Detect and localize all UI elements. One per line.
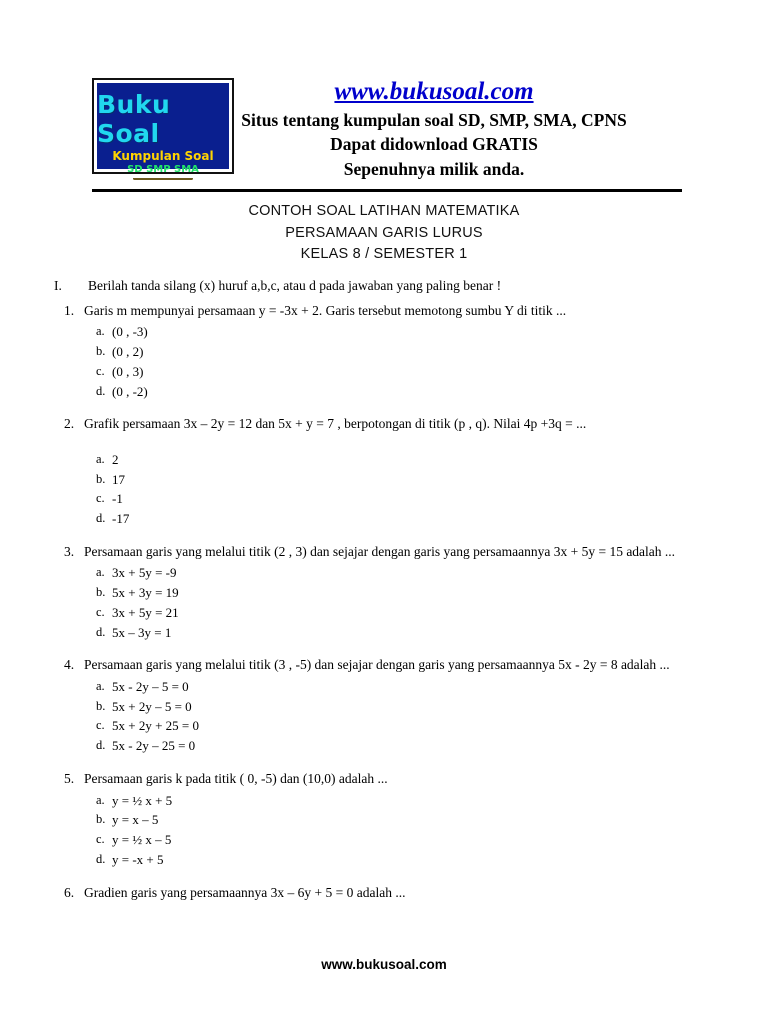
- logo-subtitle-levels: SD SMP SMA: [127, 164, 199, 175]
- choice-label: a.: [96, 324, 105, 339]
- choice-text: 17: [112, 471, 125, 487]
- header-divider: [92, 189, 682, 192]
- choice-text: y = ½ x + 5: [112, 792, 173, 808]
- choice-text: 5x - 2y – 25 = 0: [112, 738, 196, 754]
- book-icon: [133, 178, 193, 180]
- choice-label: a.: [96, 451, 105, 466]
- choice-item[interactable]: [84, 810, 708, 830]
- choice-list: [84, 563, 708, 642]
- instruction-text: Berilah tanda silang (x) huruf a,b,c, atau d pada jawaban yang paling benar !: [88, 278, 502, 294]
- choice-label: d.: [96, 383, 106, 398]
- choice-label: a.: [96, 565, 105, 580]
- choice-text: 3x + 5y = 21: [112, 604, 179, 620]
- tagline-line-2: Dapat didownload GRATIS: [330, 134, 538, 155]
- choice-item[interactable]: [84, 563, 708, 583]
- choice-item[interactable]: [84, 489, 708, 509]
- question-text: Garis m mempunyai persamaan y = -3x + 2. Garis tersebut memotong sumbu Y di titik ...: [84, 302, 567, 318]
- question-text: Grafik persamaan 3x – 2y = 12 dan 5x + y = 7 , berpotongan di titik (p , q). Nilai 4p +3q = ...: [84, 416, 587, 432]
- instruction-row: [54, 276, 708, 296]
- choice-label: b.: [96, 344, 106, 359]
- choice-text: (0 , -2): [112, 383, 148, 399]
- choice-item[interactable]: [84, 342, 708, 362]
- question-text: Persamaan garis yang melalui titik (2 , 3) dan sejajar dengan garis yang persamaannya 3x + 5y = 15 adalah ...: [84, 543, 676, 559]
- question-item: [54, 301, 708, 402]
- page-footer: [0, 957, 768, 972]
- question-item: [54, 883, 708, 903]
- choice-item[interactable]: [84, 450, 708, 470]
- choice-label: d.: [96, 511, 106, 526]
- page-header: [0, 0, 768, 189]
- page-title: [0, 201, 768, 266]
- logo-url: www.bukusoal.com: [134, 182, 192, 189]
- choice-label: a.: [96, 678, 105, 693]
- instruction-number: I.: [54, 278, 62, 294]
- choice-list: [84, 677, 708, 756]
- choice-text: 5x + 2y + 25 = 0: [112, 718, 199, 734]
- choice-text: y = ½ x – 5: [112, 832, 172, 848]
- question-number: 1.: [64, 302, 75, 318]
- logo-subtitle: Kumpulan Soal: [112, 149, 214, 163]
- spacer: [84, 434, 708, 448]
- choice-item[interactable]: [84, 736, 708, 756]
- choice-item[interactable]: [84, 677, 708, 697]
- choice-text: (0 , 3): [112, 363, 144, 379]
- title-line-3: KELAS 8 / SEMESTER 1: [300, 246, 468, 263]
- choice-text: 5x + 2y – 5 = 0: [112, 698, 192, 714]
- choice-text: y = x – 5: [112, 812, 159, 828]
- choice-list: [84, 450, 708, 529]
- footer-url[interactable]: www.bukusoal.com: [321, 957, 447, 972]
- choice-item[interactable]: [84, 470, 708, 490]
- choice-label: b.: [96, 698, 106, 713]
- question-text: Persamaan garis yang melalui titik (3 , -5) dan sejajar dengan garis yang persamaannya 5x - 2y = 8 adalah ...: [84, 657, 670, 673]
- choice-label: c.: [96, 604, 105, 619]
- choice-item[interactable]: [84, 322, 708, 342]
- choice-label: c.: [96, 832, 105, 847]
- tagline-line-1: Situs tentang kumpulan soal SD, SMP, SMA, CPNS: [241, 109, 627, 130]
- question-body: [84, 769, 708, 870]
- document-content: [0, 266, 768, 902]
- choice-text: 5x – 3y = 1: [112, 624, 172, 640]
- choice-label: d.: [96, 624, 106, 639]
- choice-label: b.: [96, 812, 106, 827]
- question-number: 5.: [64, 770, 75, 786]
- title-line-2: PERSAMAAN GARIS LURUS: [285, 224, 483, 241]
- question-number: 6.: [64, 884, 75, 900]
- choice-text: -17: [112, 511, 130, 527]
- question-body: [84, 655, 708, 756]
- tagline-line-3: Sepenuhnya milik anda.: [343, 158, 525, 179]
- choice-label: c.: [96, 718, 105, 733]
- choice-item[interactable]: [84, 830, 708, 850]
- choice-item[interactable]: [84, 382, 708, 402]
- question-item: [54, 414, 708, 529]
- choice-text: (0 , 2): [112, 344, 144, 360]
- choice-item[interactable]: [84, 583, 708, 603]
- question-body: [84, 542, 708, 643]
- choice-text: 5x - 2y – 5 = 0: [112, 678, 189, 694]
- question-item: [54, 769, 708, 870]
- question-text: Persamaan garis k pada titik ( 0, -5) dan (10,0) adalah ...: [84, 770, 388, 786]
- site-url-link[interactable]: www.bukusoal.com: [334, 78, 534, 105]
- question-number: 4.: [64, 657, 75, 673]
- choice-label: d.: [96, 738, 106, 753]
- choice-label: a.: [96, 792, 105, 807]
- choice-label: b.: [96, 585, 106, 600]
- question-body: [84, 883, 708, 903]
- choice-label: c.: [96, 363, 105, 378]
- question-item: [54, 655, 708, 756]
- choice-list: [84, 322, 708, 401]
- logo-title: Buku Soal: [97, 90, 171, 148]
- title-line-1: CONTOH SOAL LATIHAN MATEMATIKA: [248, 202, 520, 219]
- choice-label: c.: [96, 491, 105, 506]
- choice-text: -1: [112, 491, 123, 507]
- choice-text: (0 , -3): [112, 324, 148, 340]
- choice-text: y = -x + 5: [112, 851, 164, 867]
- choice-item[interactable]: [84, 623, 708, 643]
- choice-text: 3x + 5y = -9: [112, 565, 177, 581]
- question-number: 3.: [64, 543, 75, 559]
- choice-item[interactable]: [84, 509, 708, 529]
- header-text-block: [186, 78, 682, 180]
- question-item: [54, 542, 708, 643]
- choice-item[interactable]: [84, 791, 708, 811]
- choice-item[interactable]: [84, 362, 708, 382]
- choice-text: 2: [112, 451, 119, 467]
- choice-item[interactable]: [84, 716, 708, 736]
- choice-item[interactable]: [84, 603, 708, 623]
- choice-item[interactable]: [84, 697, 708, 717]
- question-number: 2.: [64, 416, 75, 432]
- question-text: Gradien garis yang persamaannya 3x – 6y + 5 = 0 adalah ...: [84, 884, 406, 900]
- question-body: [84, 301, 708, 402]
- choice-label: d.: [96, 851, 106, 866]
- choice-item[interactable]: [84, 850, 708, 870]
- question-body: [84, 414, 708, 529]
- choice-text: 5x + 3y = 19: [112, 585, 179, 601]
- choice-label: b.: [96, 471, 106, 486]
- choice-list: [84, 791, 708, 870]
